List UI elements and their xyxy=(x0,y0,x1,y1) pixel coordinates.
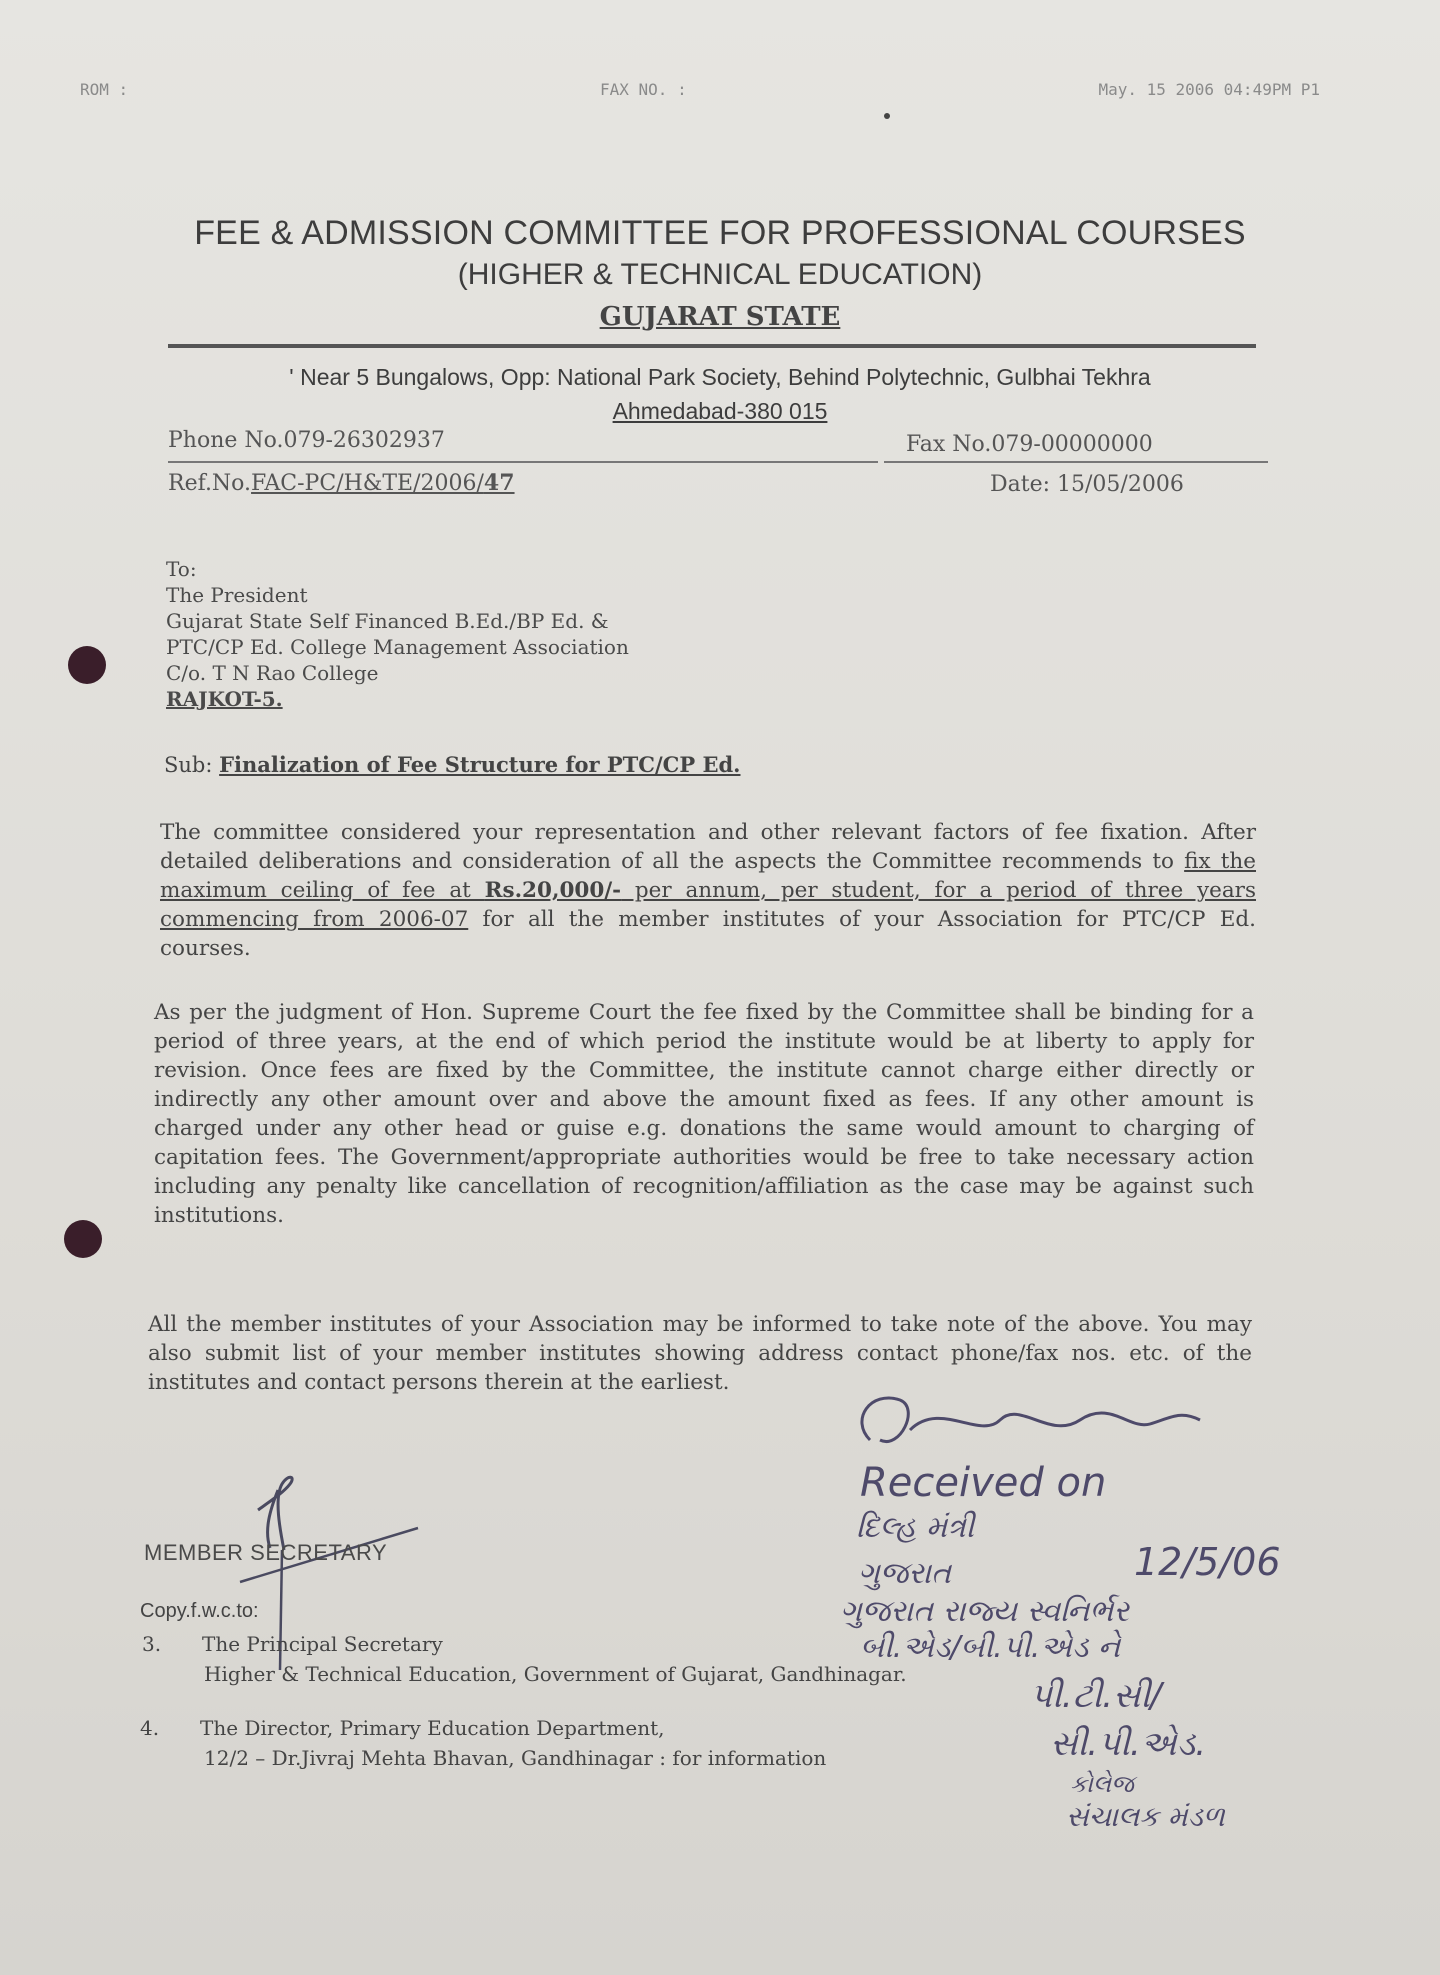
copy-item-number: 3. xyxy=(142,1632,162,1656)
handwritten-flourish xyxy=(830,1380,1350,1470)
handwritten-line: ગુજરાત xyxy=(858,1556,952,1591)
handwritten-receipt-note xyxy=(830,1380,1350,1870)
recipient-line: Gujarat State Self Financed B.Ed./BP Ed. & xyxy=(166,609,609,633)
letterhead-title: FEE & ADMISSION COMMITTEE FOR PROFESSIONAL COURSES xyxy=(194,214,1246,252)
recipient-line: C/o. T N Rao College xyxy=(166,661,379,685)
handwritten-line: પી.ટી.સી/ xyxy=(1030,1676,1162,1716)
phone-rule xyxy=(168,461,878,463)
copy-item-line: The Director, Primary Education Department, xyxy=(200,1716,665,1740)
handwritten-date: 12/5/06 xyxy=(1134,1540,1281,1584)
p1-outro: for all the member institutes of your Association for PTC/CP Ed. courses. xyxy=(160,907,1256,961)
letterhead-address: ' Near 5 Bungalows, Opp: National Park Society, Behind Polytechnic, Gulbhai Tekhra xyxy=(289,364,1151,390)
punch-hole xyxy=(68,646,106,684)
handwritten-line: સંચાલક મંડળ xyxy=(1066,1800,1225,1833)
subject-label: Sub: xyxy=(164,753,220,777)
letterhead-state xyxy=(140,302,1300,332)
handwritten-line: દિલ્હ મંત્રી xyxy=(856,1510,975,1545)
punch-hole xyxy=(64,1220,102,1258)
handwritten-line: ગુજરાત રાજ્ય સ્વનિર્ભર xyxy=(840,1594,1129,1629)
handwritten-line: બી.એડ/બી.પી.એડ ને xyxy=(860,1630,1121,1665)
handwritten-line: સી.પી.એડ. xyxy=(1050,1724,1207,1764)
letter-date: Date: 15/05/2006 xyxy=(990,472,1184,497)
to-label: To: xyxy=(166,557,197,581)
letterhead-subtitle: (HIGHER & TECHNICAL EDUCATION) xyxy=(457,258,983,291)
fax-from: ROM : xyxy=(80,80,129,99)
subject-text: Finalization of Fee Structure for PTC/CP Ed. xyxy=(219,752,741,777)
fax-rule xyxy=(884,461,1268,463)
letterhead-city-text: Ahmedabad-380 015 xyxy=(612,398,828,424)
body-paragraph-1 xyxy=(160,818,1256,963)
recipient-line: The President xyxy=(166,583,308,607)
p1-fee-amount: Rs.20,000/- xyxy=(484,878,622,903)
subject-line xyxy=(164,752,741,777)
ref-code xyxy=(251,471,515,496)
handwritten-line: Received on xyxy=(860,1460,1107,1506)
p1-intro: The committee considered your representation and other relevant factors of fee fixation. After detailed deliberations and consideration of all the aspects the Committee recommends to xyxy=(160,820,1256,874)
copy-item-line: Higher & Technical Education, Government of Gujarat, Gandhinagar. xyxy=(204,1662,907,1686)
letterhead-city xyxy=(140,398,1300,425)
ref-code-text: FAC-PC/H&TE/2006/ xyxy=(251,471,484,496)
stray-dot xyxy=(884,113,890,119)
recipient-line: PTC/CP Ed. College Management Association xyxy=(166,635,629,659)
copy-item-line: The Principal Secretary xyxy=(202,1632,443,1656)
ref-prefix: Ref.No. xyxy=(168,471,252,496)
copy-item-number: 4. xyxy=(140,1716,160,1740)
copy-label: Copy.f.w.c.to: xyxy=(140,1600,259,1622)
letterhead-phone: Phone No.079-26302937 xyxy=(168,428,445,453)
letterhead-divider xyxy=(168,344,1256,348)
fax-number: FAX NO. : xyxy=(600,80,687,99)
signatory-designation: MEMBER SECRETARY xyxy=(144,1540,388,1565)
letterhead-state-text: GUJARAT STATE xyxy=(599,302,841,332)
body-paragraph-3: All the member institutes of your Association may be informed to take note of the above. You may also submit list of your member institutes showing address contact phone/fax nos. etc. of the institutes and contact persons therein at the earliest. xyxy=(148,1312,1252,1395)
fax-timestamp: May. 15 2006 04:49PM P1 xyxy=(1098,80,1320,99)
p1-underlined-1: fix the maximum ceiling of fee at xyxy=(160,849,1256,903)
reference-number xyxy=(168,470,515,496)
body-paragraph-2: As per the judgment of Hon. Supreme Court the fee fixed by the Committee shall be binding for a period of three years, at the end of which period the institute would be at liberty to apply for revision. Once fees are fixed by the Committee, the institute cannot charge either directly or indirectly any other amount over and above the amount fixed as fees. If any other amount is charged under any other head or guise e.g. donations the same would amount to charging of capitation fees. The Government/appropriate authorities would be free to take necessary action including any penalty like cancellation of recognition/affiliation as the case may be against such institutions. xyxy=(154,1000,1254,1228)
letterhead-fax: Fax No.079-00000000 xyxy=(906,432,1153,457)
ref-suffix: 47 xyxy=(483,470,515,496)
p1-underlined-2: per annum, per student, for a period of three years commencing from 2006-07 xyxy=(160,878,1256,932)
handwritten-line: કોલેજ xyxy=(1070,1770,1134,1798)
recipient-block xyxy=(166,556,629,712)
copy-item-line: 12/2 – Dr.Jivraj Mehta Bhavan, Gandhinagar : for information xyxy=(204,1746,827,1770)
recipient-city: RAJKOT-5. xyxy=(166,687,283,711)
